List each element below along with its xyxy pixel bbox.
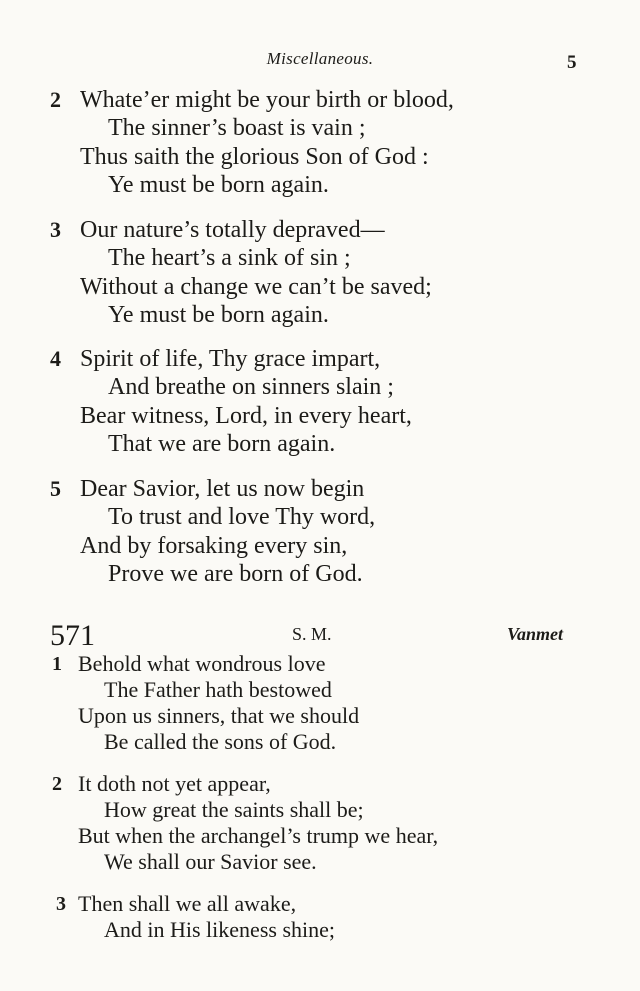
verse-line: And by forsaking every sin, bbox=[80, 533, 348, 559]
verse-line: Without a change we can’t be saved; bbox=[80, 274, 432, 300]
verse-line: The heart’s a sink of sin ; bbox=[108, 245, 351, 271]
verse-line: Behold what wondrous love bbox=[78, 651, 326, 676]
verse-line: But when the archangel’s trump we hear, bbox=[78, 823, 439, 848]
page-number: 5 bbox=[567, 52, 577, 73]
verse-line: Whate’er might be your birth or blood, bbox=[80, 87, 454, 113]
verse-number: 4 bbox=[50, 346, 61, 371]
verse-line: Thus saith the glorious Son of God : bbox=[80, 144, 429, 170]
verse-line: The Father hath bestowed bbox=[104, 677, 332, 702]
verse-number: 2 bbox=[52, 773, 62, 795]
verse-line: Upon us sinners, that we should bbox=[78, 703, 360, 728]
verse-line: Our nature’s totally depraved— bbox=[80, 217, 385, 243]
verse-line: Ye must be born again. bbox=[108, 302, 329, 328]
verse-number: 3 bbox=[50, 217, 61, 242]
verse-number: 3 bbox=[56, 893, 66, 915]
verse-line: We shall our Savior see. bbox=[104, 849, 317, 874]
verse-line: Prove we are born of God. bbox=[108, 561, 363, 587]
verse-line: The sinner’s boast is vain ; bbox=[108, 115, 366, 141]
verse-line: Ye must be born again. bbox=[108, 172, 329, 198]
verse-line: And breathe on sinners slain ; bbox=[108, 374, 394, 400]
verse-line: Be called the sons of God. bbox=[104, 729, 337, 754]
hymn-tune: Vanmet bbox=[507, 624, 564, 644]
hymn-meter: S. M. bbox=[292, 624, 332, 644]
verse-number: 1 bbox=[52, 653, 62, 675]
verse-line: To trust and love Thy word, bbox=[108, 504, 376, 530]
verse-number: 2 bbox=[50, 87, 61, 112]
verse-number: 5 bbox=[50, 476, 61, 501]
verse-line: That we are born again. bbox=[108, 431, 336, 457]
verse-line: And in His likeness shine; bbox=[104, 917, 335, 942]
hymn-number: 571 bbox=[50, 619, 95, 652]
verse-line: Then shall we all awake, bbox=[78, 891, 297, 916]
running-head: Miscellaneous. bbox=[266, 49, 374, 68]
verse-line: It doth not yet appear, bbox=[78, 771, 271, 796]
verse-line: Bear witness, Lord, in every heart, bbox=[80, 403, 412, 429]
verse-line: Dear Savior, let us now begin bbox=[80, 476, 365, 502]
verse-line: How great the saints shall be; bbox=[104, 797, 364, 822]
verse-line: Spirit of life, Thy grace impart, bbox=[80, 346, 381, 372]
